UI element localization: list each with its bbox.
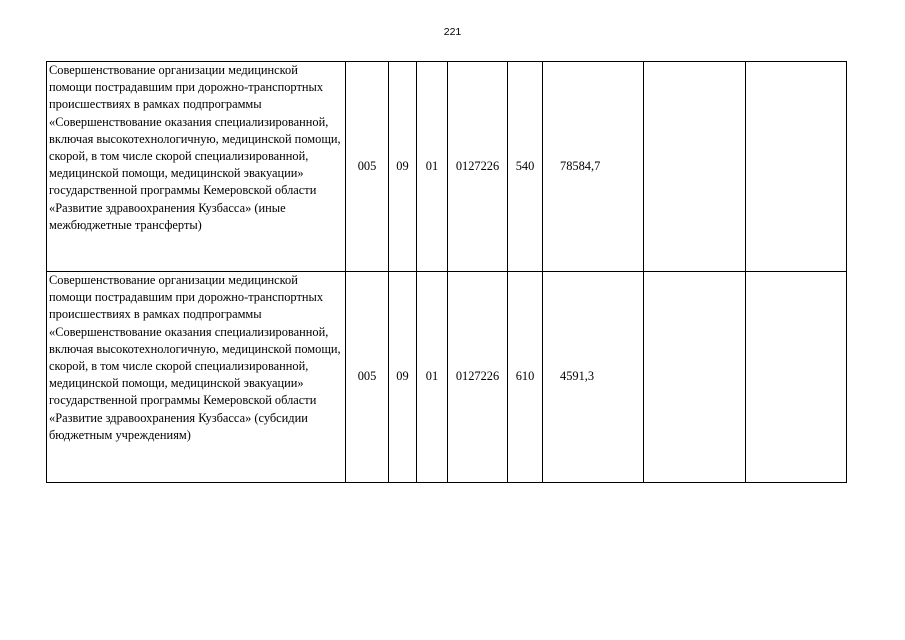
expense-type-code: 610 [508,272,543,483]
row-description: Совершенствование организации медицинской помощи пострадавшим при дорожно-транспортных происшествиях в рамках подпрограммы «Совершенствование оказания специализированной, включая высокотехнологичную, медицинской помощи, скорой, в том числе скорой специализированной, медицинской помощи, медицинской эвакуации» государственной программы Кемеровской области «Развитие здравоохранения Кузбасса» (субсидии бюджетным учреждениям) [47,272,346,483]
empty-cell [746,62,847,272]
table-row [47,272,847,483]
table-row [47,62,847,272]
empty-cell [644,272,746,483]
expense-type-code: 540 [508,62,543,272]
ministry-code: 005 [346,62,389,272]
amount: 78584,7 [543,62,644,272]
ministry-code: 005 [346,272,389,483]
empty-cell [644,62,746,272]
target-item-code: 0127226 [448,272,508,483]
section-code: 09 [389,272,417,483]
subsection-code: 01 [417,62,448,272]
target-item-code: 0127226 [448,62,508,272]
empty-cell [746,272,847,483]
row-description: Совершенствование организации медицинской помощи пострадавшим при дорожно-транспортных происшествиях в рамках подпрограммы «Совершенствование оказания специализированной, включая высокотехнологичную, медицинской помощи, скорой, в том числе скорой специализированной, медицинской помощи, медицинской эвакуации» государственной программы Кемеровской области «Развитие здравоохранения Кузбасса» (иные межбюджетные трансферты) [47,62,346,272]
page-number: 221 [443,26,462,38]
budget-table [46,61,847,483]
amount: 4591,3 [543,272,644,483]
subsection-code: 01 [417,272,448,483]
section-code: 09 [389,62,417,272]
